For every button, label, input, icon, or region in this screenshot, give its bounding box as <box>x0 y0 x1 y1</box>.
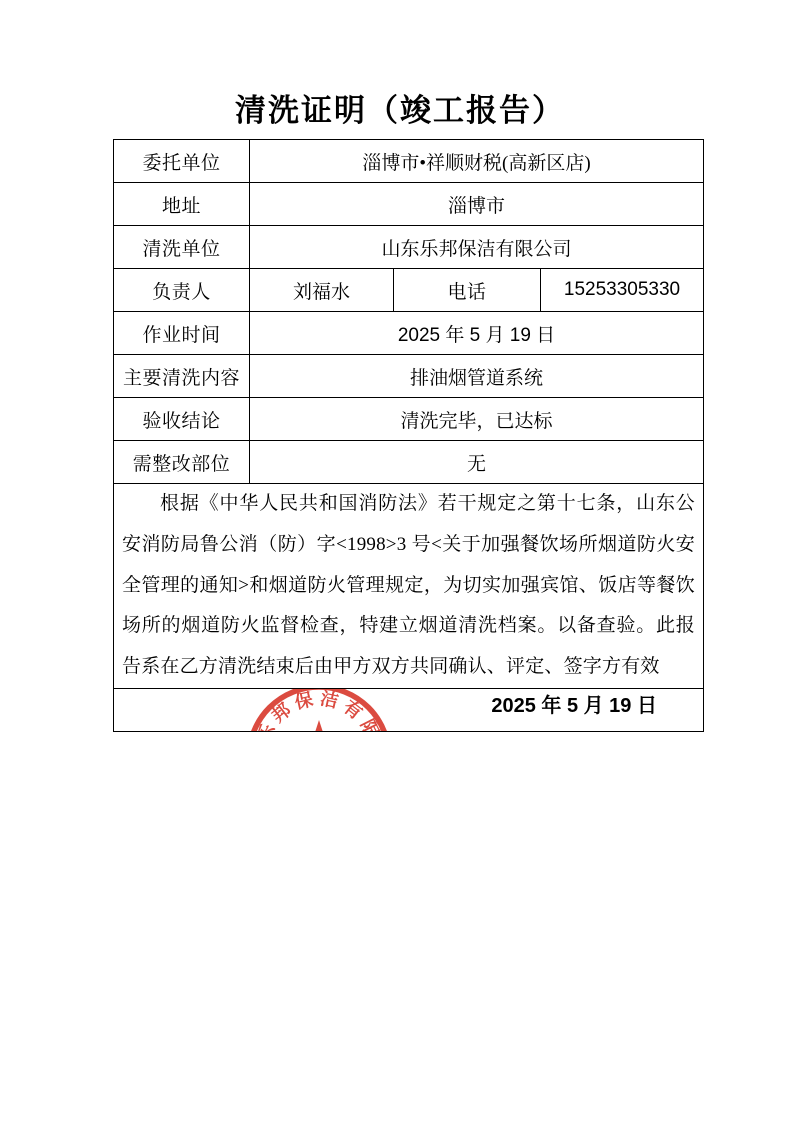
table-row-work-time <box>114 312 704 355</box>
cleaning-unit-value: 山东乐邦保洁有限公司 <box>250 226 704 269</box>
table-row-rectification <box>114 441 704 484</box>
cleaning-unit-label: 清洗单位 <box>114 226 250 269</box>
table-row-notes <box>114 484 704 689</box>
table-row-conclusion <box>114 398 704 441</box>
rectification-value: 无 <box>250 441 704 484</box>
rectification-label: 需整改部位 <box>114 441 250 484</box>
table-row-content <box>114 355 704 398</box>
conclusion-label: 验收结论 <box>114 398 250 441</box>
table-row-signature <box>114 688 704 731</box>
seal-ring-text: 山东乐邦保洁有限公司 <box>250 688 388 796</box>
table-row-person <box>114 269 704 312</box>
person-label: 负责人 <box>114 269 250 312</box>
address-label: 地址 <box>114 183 250 226</box>
table-row-entrusting <box>114 140 704 183</box>
seal-star-icon <box>290 720 347 732</box>
conclusion-value: 清洗完毕，已达标 <box>250 398 704 441</box>
entrusting-value: 淄博市•祥顺财税(高新区店) <box>250 140 704 183</box>
report-table <box>113 139 704 816</box>
legal-notes-paragraph: 根据《中华人民共和国消防法》若干规定之第十七条，山东公安消防局鲁公消（防）字<1998>3 号<关于加强餐饮场所烟道防火安全管理的通知>和烟道防火管理规定，为切实加强宾馆、饭店等餐饮场所的烟道防火监督检查，特建立烟道清洗档案。以备查验。此报告系在乙方清洗结束后由甲方双方共同确认、评定、签字方有效 <box>122 493 695 678</box>
entrusting-label: 委托单位 <box>114 140 250 183</box>
company-seal-stamp: 山东乐邦保洁有限公司 3703073109975 <box>242 688 396 731</box>
phone-label: 电话 <box>394 269 541 312</box>
address-value: 淄博市 <box>250 183 704 226</box>
content-value: 排油烟管道系统 <box>250 355 704 398</box>
phone-value: 15253305330 <box>541 269 704 312</box>
signature-date: 2025 年 5 月 19 日 <box>491 694 657 717</box>
work-time-label: 作业时间 <box>114 312 250 355</box>
table-row-cleaning-unit <box>114 226 704 269</box>
document-title: 清洗证明（竣工报告） <box>235 93 565 128</box>
work-time-value: 2025 年 5 月 19 日 <box>250 312 704 355</box>
person-value: 刘福水 <box>250 269 394 312</box>
table-row-address <box>114 183 704 226</box>
content-label: 主要清洗内容 <box>114 355 250 398</box>
